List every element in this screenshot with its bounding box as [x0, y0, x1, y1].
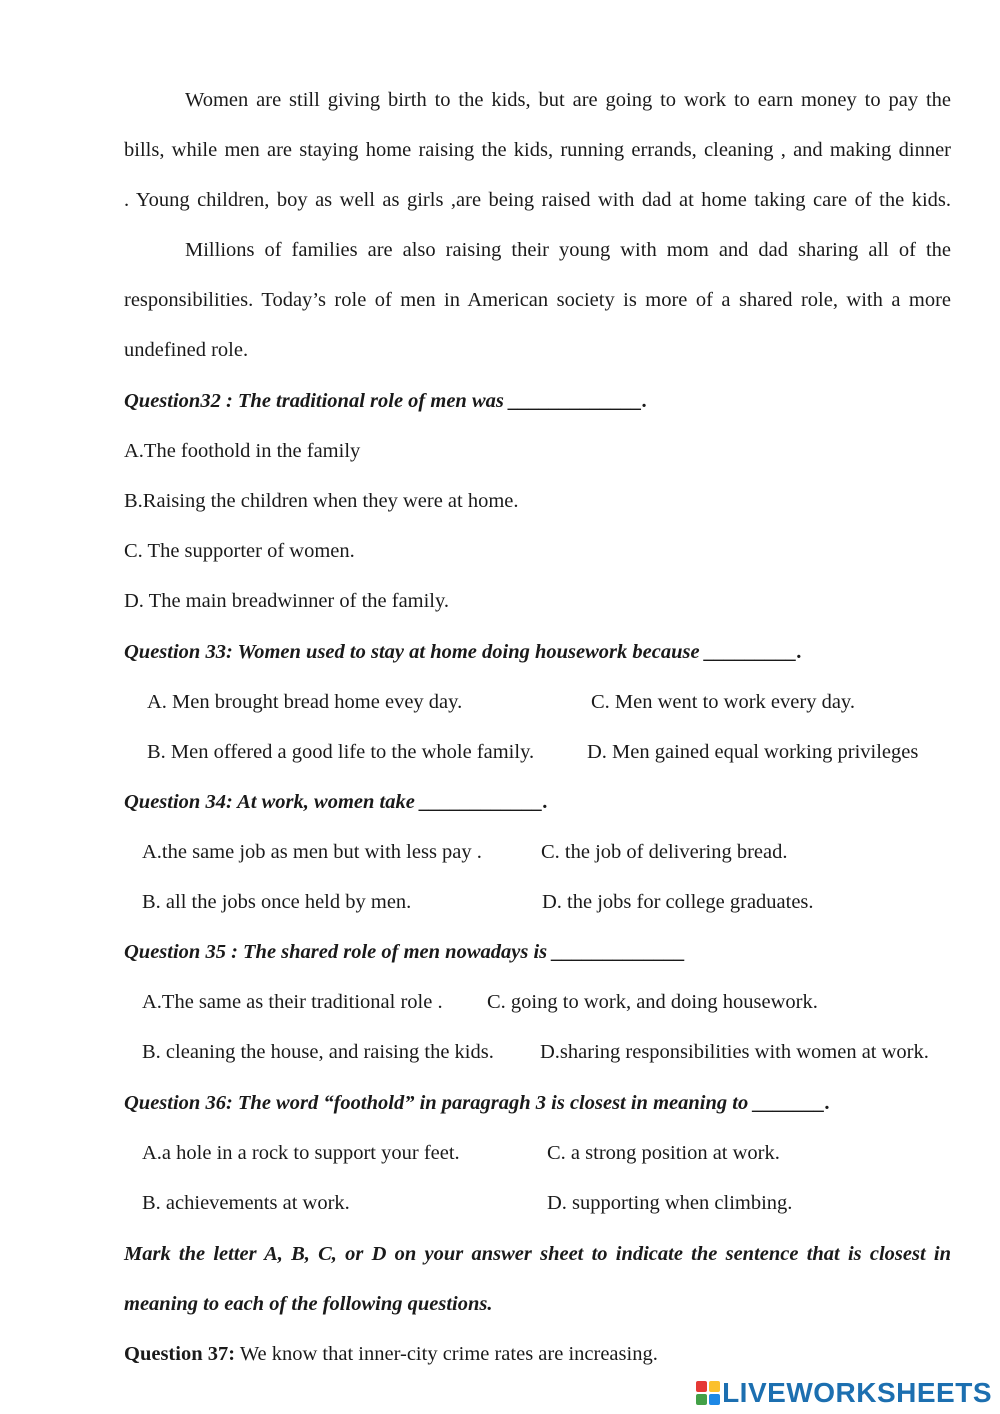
question-34-option-a[interactable]: A.the same job as men but with less pay .: [142, 841, 482, 863]
instruction-line: Mark the letter A, B, C, or D on your answer sheet to indicate the sentence that is closest in: [124, 1243, 951, 1265]
passage-line: Millions of families are also raising their young with mom and dad sharing all of the: [185, 239, 951, 261]
question-33-stem: Question 33: Women used to stay at home doing housework because _________.: [124, 641, 803, 663]
question-35-stem: Question 35 : The shared role of men nowadays is _____________: [124, 941, 686, 963]
question-34-option-b[interactable]: B. all the jobs once held by men.: [142, 891, 412, 913]
question-36-option-b[interactable]: B. achievements at work.: [142, 1192, 350, 1214]
liveworksheets-logo: [696, 1376, 992, 1410]
passage-line: . Young children, boy as well as girls ,are being raised with dad at home taking care of the kids.: [124, 189, 951, 211]
question-32-option-c[interactable]: C. The supporter of women.: [124, 540, 355, 562]
question-33-option-b[interactable]: B. Men offered a good life to the whole family.: [147, 741, 535, 763]
question-37-label: Question 37:: [124, 1343, 236, 1365]
question-32-option-a[interactable]: A.The foothold in the family: [124, 440, 361, 462]
question-36-option-a[interactable]: A.a hole in a rock to support your feet.: [142, 1142, 460, 1164]
instruction-line: meaning to each of the following questions.: [124, 1293, 493, 1315]
logo-blocks-icon: [696, 1381, 720, 1405]
question-32-option-d[interactable]: D. The main breadwinner of the family.: [124, 590, 450, 612]
passage-line: undefined role.: [124, 339, 249, 361]
question-34-stem: Question 34: At work, women take ____________.: [124, 791, 549, 813]
question-37-text: We know that inner-city crime rates are increasing.: [235, 1343, 658, 1365]
question-35-option-b[interactable]: B. cleaning the house, and raising the kids.: [142, 1041, 494, 1063]
question-37: [124, 1341, 951, 1367]
logo-text: LIVEWORKSHEETS: [722, 1377, 992, 1408]
question-32-option-b[interactable]: B.Raising the children when they were at home.: [124, 490, 519, 512]
question-35-option-a[interactable]: A.The same as their traditional role .: [142, 991, 443, 1013]
passage-line: Women are still giving birth to the kids, but are going to work to earn money to pay the: [185, 89, 951, 111]
question-33-option-d[interactable]: D. Men gained equal working privileges: [587, 741, 919, 763]
question-33-option-a[interactable]: A. Men brought bread home evey day.: [147, 691, 463, 713]
question-36-option-d[interactable]: D. supporting when climbing.: [547, 1192, 793, 1214]
question-35-option-c[interactable]: C. going to work, and doing housework.: [487, 991, 818, 1013]
passage-line: responsibilities. Today’s role of men in American society is more of a shared role, with a more: [124, 289, 951, 311]
question-33-option-c[interactable]: C. Men went to work every day.: [591, 691, 855, 713]
question-35-option-d[interactable]: D.sharing responsibilities with women at work.: [540, 1041, 929, 1063]
question-34-option-c[interactable]: C. the job of delivering bread.: [541, 841, 788, 863]
question-36-stem: Question 36: The word “foothold” in paragragh 3 is closest in meaning to _______.: [124, 1092, 831, 1114]
question-36-option-c[interactable]: C. a strong position at work.: [547, 1142, 780, 1164]
question-32-stem: Question32 : The traditional role of men was _____________.: [124, 390, 648, 412]
question-34-option-d[interactable]: D. the jobs for college graduates.: [542, 891, 814, 913]
passage-line: bills, while men are staying home raising the kids, running errands, cleaning , and making dinner: [124, 139, 951, 161]
